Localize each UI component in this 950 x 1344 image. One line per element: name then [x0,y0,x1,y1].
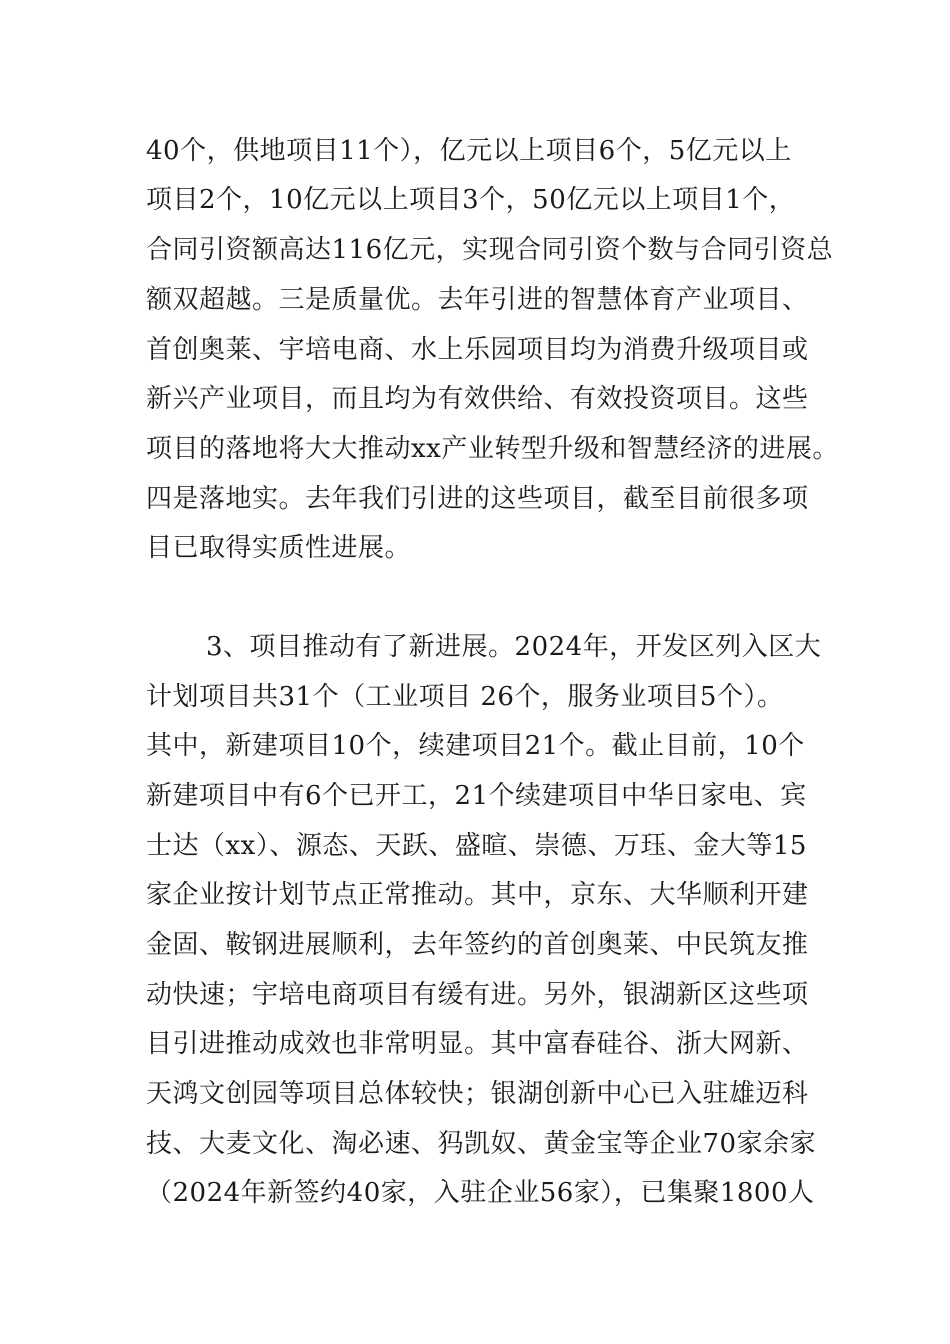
text-line: （2024年新签约40家，入驻企业56家），已集聚1800人 [146,1178,815,1208]
text-line: 四是落地实。去年我们引进的这些项目，截至目前很多项 [146,484,809,514]
text-line: 目引进推动成效也非常明显。其中富春硅谷、浙大网新、 [146,1029,809,1059]
text-line: 项目2个，10亿元以上项目3个，50亿元以上项目1个， [146,185,796,215]
text-line: 额双超越。三是质量优。去年引进的智慧体育产业项目、 [146,285,809,315]
text-line: 40个，供地项目11个），亿元以上项目6个，5亿元以上 [146,136,792,166]
text-line: 项目的落地将大大推动xx产业转型升级和智慧经济的进展。 [146,434,839,464]
text-line: 动快速；宇培电商项目有缓有进。另外，银湖新区这些项 [146,980,809,1010]
text-line: 技、大麦文化、淘必速、犸凯奴、黄金宝等企业70家余家 [146,1129,817,1159]
text-line: 目已取得实质性进展。 [146,533,412,563]
text-line: 金固、鞍钢进展顺利，去年签约的首创奥莱、中民筑友推 [146,930,809,960]
text-line: 家企业按计划节点正常推动。其中，京东、大华顺利开建 [146,880,809,910]
text-line: 新兴产业项目，而且均为有效供给、有效投资项目。这些 [146,384,809,414]
text-line: 首创奥莱、宇培电商、水上乐园项目均为消费升级项目或 [146,335,809,365]
text-line: 合同引资额高达116亿元，实现合同引资个数与合同引资总 [146,235,834,265]
text-line: 其中，新建项目10个，续建项目21个。截止目前，10个 [146,731,805,761]
text-line: 天鸿文创园等项目总体较快；银湖创新中心已入驻雄迈科 [146,1079,809,1109]
text-line: 3、项目推动有了新进展。2024年，开发区列入区大 [206,632,822,662]
text-line: 新建项目中有6个已开工，21个续建项目中华日家电、宾 [146,781,807,811]
text-line: 士达（xx）、源态、天跃、盛暄、崇德、万珏、金大等15 [146,831,807,861]
text-line: 计划项目共31个（工业项目 26个，服务业项目5个）。 [146,682,784,712]
